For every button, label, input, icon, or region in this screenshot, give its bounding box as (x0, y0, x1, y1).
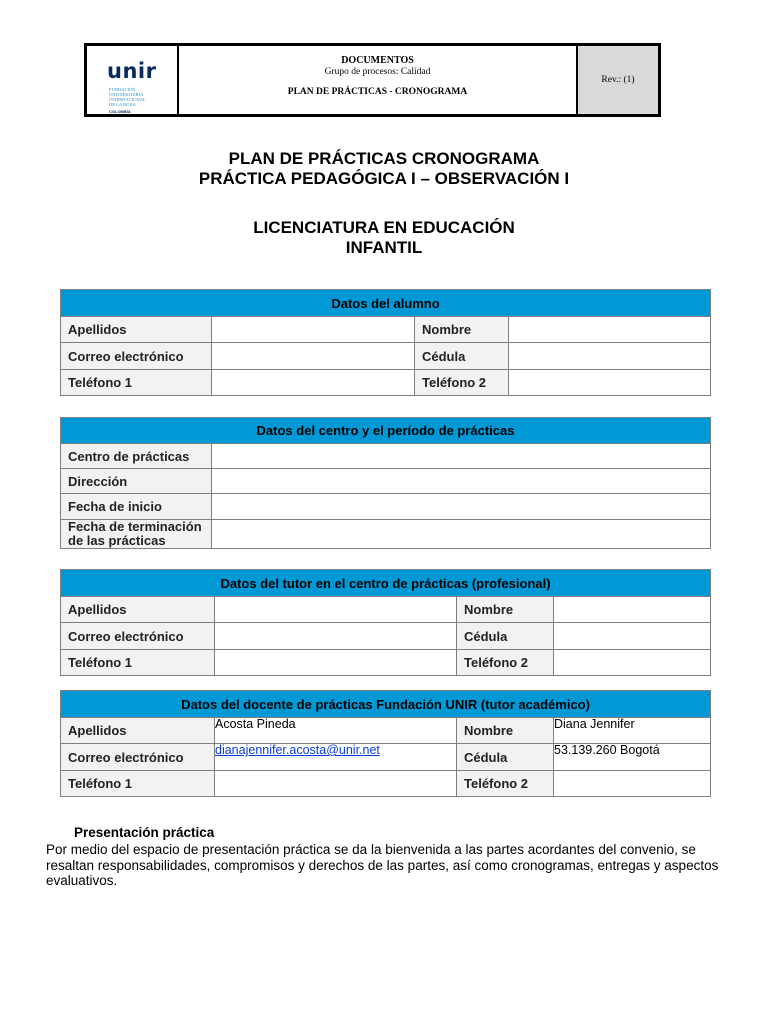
label-fecha-fin-line1: Fecha de terminación (68, 519, 202, 534)
header-doc-name: PLAN DE PRÁCTICAS - CRONOGRAMA (287, 87, 468, 97)
revision-cell: Rev.: (1) (578, 46, 658, 114)
fecha-inicio-field[interactable] (212, 494, 711, 520)
label-apellidos: Apellidos (61, 317, 212, 343)
cedula-value[interactable]: 53.139.260 Bogotá (554, 744, 711, 771)
label-telefono1: Teléfono 1 (61, 650, 215, 676)
header-group: Grupo de procesos: Calidad (324, 67, 431, 77)
page-title: PLAN DE PRÁCTICAS CRONOGRAMA (228, 149, 540, 168)
logo-subline: FUNDACIÓN (109, 87, 136, 92)
header-info (179, 46, 578, 114)
correo-field[interactable] (215, 623, 457, 650)
logo-country: COLOMBIA (109, 109, 131, 114)
label-cedula: Cédula (415, 343, 509, 370)
label-telefono2: Teléfono 2 (457, 650, 554, 676)
telefono1-field[interactable] (212, 370, 415, 396)
header-category: DOCUMENTOS (341, 55, 414, 66)
nombre-value[interactable]: Diana Jennifer (554, 718, 711, 744)
label-fecha-fin (61, 520, 212, 549)
label-telefono1: Teléfono 1 (61, 771, 215, 797)
teacher-data-table (60, 690, 711, 797)
label-fecha-fin-line2: de las prácticas (68, 533, 166, 548)
label-apellidos: Apellidos (61, 718, 215, 744)
label-apellidos: Apellidos (61, 597, 215, 623)
label-direccion: Dirección (61, 469, 212, 494)
table-header: Datos del alumno (61, 290, 711, 317)
telefono2-field[interactable] (509, 370, 711, 396)
nombre-field[interactable] (554, 597, 711, 623)
correo-cell (215, 744, 457, 771)
label-fecha-inicio: Fecha de inicio (61, 494, 212, 520)
label-correo: Correo electrónico (61, 343, 212, 370)
telefono1-field[interactable] (215, 650, 457, 676)
apellidos-field[interactable] (215, 597, 457, 623)
fecha-fin-field[interactable] (212, 520, 711, 549)
section-paragraph: Por medio del espacio de presentación práctica se da la bienvenida a las partes acordantes del convenio, se resaltan responsabilidades, compromisos y derechos de las partes, así como cronogramas, entregas y aspectos evaluativos. (46, 842, 719, 888)
telefono2-field[interactable] (554, 771, 711, 797)
label-cedula: Cédula (457, 623, 554, 650)
label-nombre: Nombre (415, 317, 509, 343)
label-nombre: Nombre (457, 597, 554, 623)
logo-wordmark: unir (107, 59, 157, 83)
label-cedula: Cédula (457, 744, 554, 771)
center-data-table (60, 417, 711, 549)
label-nombre: Nombre (457, 718, 554, 744)
label-telefono2: Teléfono 2 (415, 370, 509, 396)
page-subtitle: PRÁCTICA PEDAGÓGICA I – OBSERVACIÓN I (198, 169, 570, 188)
table-header: Datos del docente de prácticas Fundación UNIR (tutor académico) (61, 691, 711, 718)
apellidos-value[interactable]: Acosta Pineda (215, 718, 457, 744)
logo-subline: DE LA RIOJA (109, 102, 136, 107)
telefono2-field[interactable] (554, 650, 711, 676)
table-header: Datos del centro y el período de prácticas (61, 418, 711, 444)
telefono1-field[interactable] (215, 771, 457, 797)
label-centro: Centro de prácticas (61, 444, 212, 469)
apellidos-field[interactable] (212, 317, 415, 343)
tutor-data-table (60, 569, 711, 676)
email-link[interactable]: dianajennifer.acosta@unir.net (215, 743, 380, 757)
label-telefono1: Teléfono 1 (61, 370, 212, 396)
centro-field[interactable] (212, 444, 711, 469)
section-heading: Presentación práctica (74, 825, 215, 840)
direccion-field[interactable] (212, 469, 711, 494)
label-correo: Correo electrónico (61, 744, 215, 771)
document-header (84, 43, 661, 117)
cedula-field[interactable] (509, 343, 711, 370)
program-title: LICENCIATURA EN EDUCACIÓN (253, 218, 515, 237)
student-data-table (60, 289, 711, 396)
logo-subline: INTERNACIONAL (109, 97, 146, 102)
logo-subline: UNIVERSITARIA (109, 92, 144, 97)
program-title-line2: INFANTIL (345, 238, 423, 257)
nombre-field[interactable] (509, 317, 711, 343)
unir-logo (87, 46, 179, 114)
cedula-field[interactable] (554, 623, 711, 650)
table-header: Datos del tutor en el centro de prácticas (profesional) (61, 570, 711, 597)
label-telefono2: Teléfono 2 (457, 771, 554, 797)
correo-field[interactable] (212, 343, 415, 370)
label-correo: Correo electrónico (61, 623, 215, 650)
